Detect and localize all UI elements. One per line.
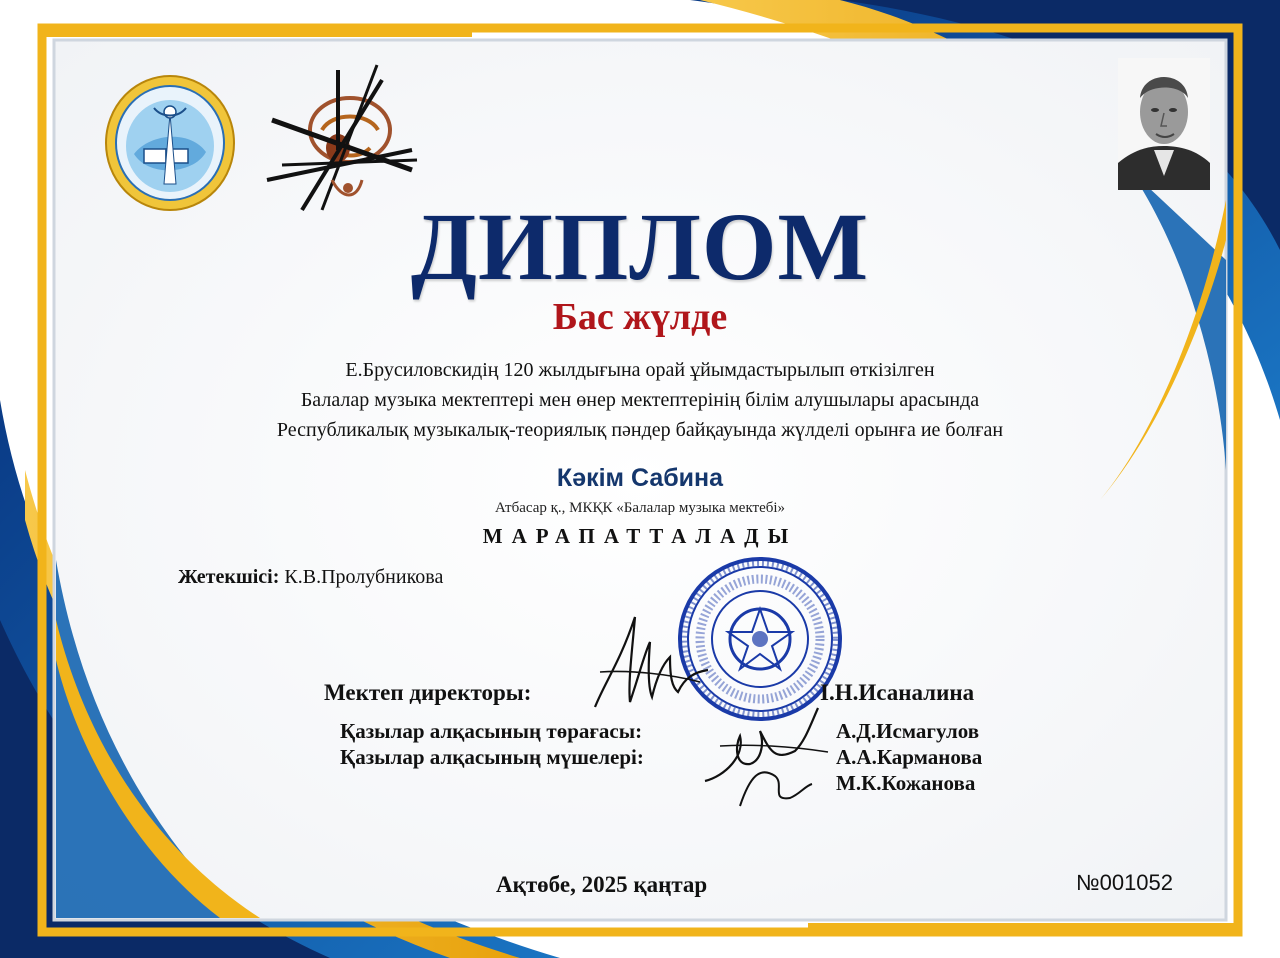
composer-portrait <box>1118 58 1210 190</box>
supervisor-label: Жетекшісі: <box>178 566 280 588</box>
diploma-title: ДИПЛОМ <box>410 193 870 300</box>
awarded-caption: МАРАПАТТАЛАДЫ <box>482 524 798 548</box>
recipient-school: Атбасар қ., МКҚК «Балалар музыка мектебі» <box>494 500 786 516</box>
prize-title: Бас жүлде <box>552 296 728 338</box>
description-line-3: Республикалық музыкалық-теориялық пәндер байқауында жүлделі орынға ие болған <box>276 419 1004 441</box>
jury-members-label: Қазылар алқасының мүшелері: <box>340 745 644 769</box>
jury-signature <box>700 706 830 814</box>
jury-member-2: М.К.Кожанова <box>836 771 976 795</box>
place-date: Ақтөбе, 2025 қаңтар <box>496 872 708 897</box>
director-signature <box>590 612 710 714</box>
diploma-number: №001052 <box>1076 870 1174 895</box>
description-line-2: Балалар музыка мектептері мен өнер мектептерінің білім алушылары арасында <box>300 389 980 411</box>
jury-member-1: А.А.Карманова <box>836 745 983 769</box>
jury-chair-name: А.Д.Исмагулов <box>836 719 980 743</box>
director-label: Мектеп директоры: <box>324 680 532 705</box>
supervisor-line <box>178 566 443 589</box>
jury-chair-label: Қазылар алқасының төрағасы: <box>340 719 643 743</box>
description-line-1: Е.Брусиловскидің 120 жылдығына орай ұйымдастырылып өткізілген <box>345 359 935 381</box>
recipient-name: Кәкім Сабина <box>556 464 724 492</box>
director-name: І.Н.Исаналина <box>820 680 975 705</box>
supervisor-name: К.В.Пролубникова <box>284 566 444 588</box>
